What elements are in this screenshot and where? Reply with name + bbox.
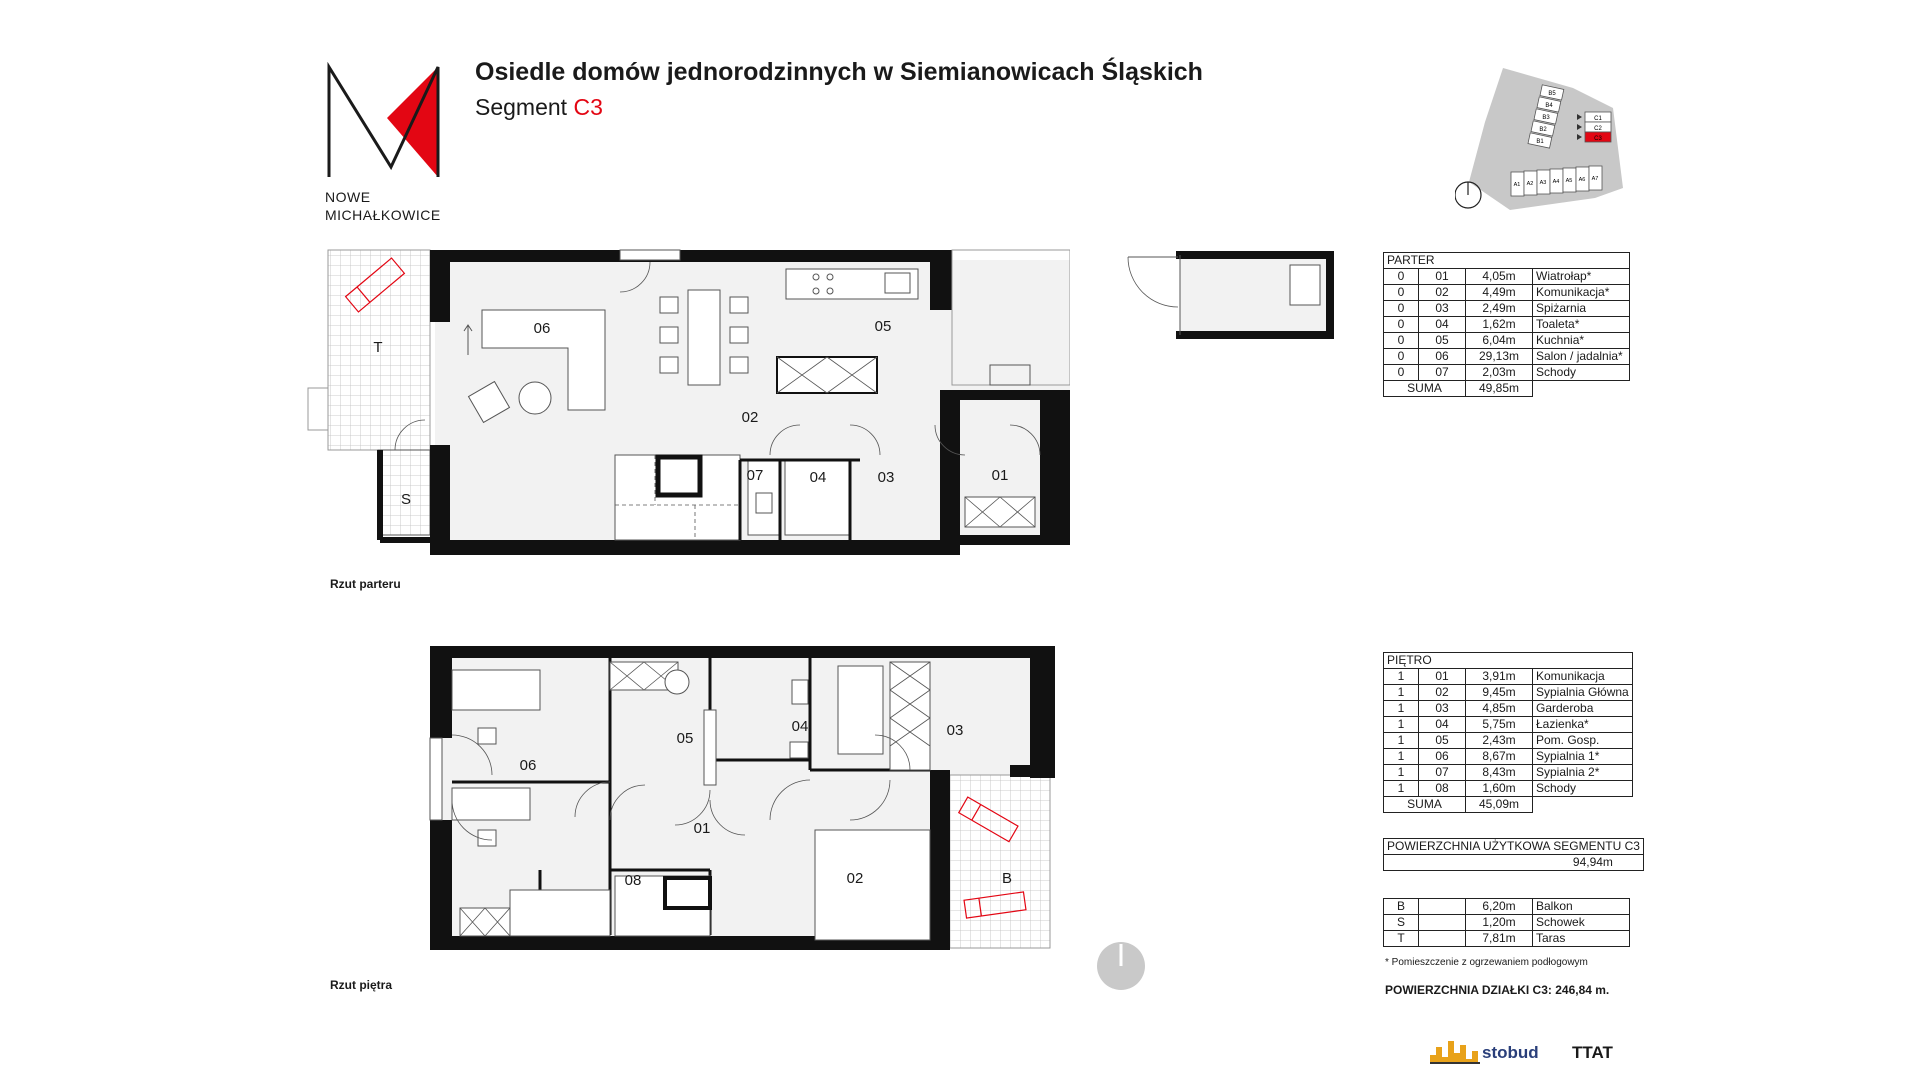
logo-line2: MICHAŁKOWICE [325, 207, 441, 223]
plot-area: POWIERZCHNIA DZIAŁKI C3: 246,84 m. [1385, 983, 1610, 997]
logo-text [325, 188, 441, 224]
stair-void [658, 457, 700, 495]
table-row: T 7,81m Taras [1384, 931, 1630, 947]
balcony-area [945, 775, 1050, 948]
washbasin-icon [792, 680, 808, 704]
table-row: 1 04 5,75m Łazienka* [1384, 717, 1633, 733]
subtitle-prefix: Segment [475, 94, 574, 120]
room-label-s: S [400, 491, 412, 508]
room-label-01: 01 [991, 467, 1009, 484]
sum-row: SUMA 49,85m [1384, 381, 1630, 397]
page-title: Osiedle domów jednorodzinnych w Siemianowicach Śląskich [475, 58, 1203, 86]
upper-room-label-b: B [1001, 870, 1013, 887]
pietro-table [1383, 652, 1633, 813]
site-label-b3: B3 [1542, 115, 1550, 121]
upper-room-label-08: 08 [624, 872, 642, 889]
site-label-c2: C2 [1594, 126, 1602, 132]
extras-table [1383, 898, 1630, 947]
ground-floor-caption: Rzut parteru [330, 577, 401, 591]
table-row: 1 06 8,67m Sypialnia 1* [1384, 749, 1633, 765]
upper-room-label-06: 06 [519, 757, 537, 774]
upper-room-label-02: 02 [846, 870, 864, 887]
room-label-03: 03 [877, 469, 895, 486]
room-label-06: 06 [533, 320, 551, 337]
site-plan [1455, 62, 1630, 222]
terrace-step [308, 388, 328, 430]
table-row: 1 02 9,45m Sypialnia Główna [1384, 685, 1633, 701]
table-row: 0 03 2,49m Spiżarnia [1384, 301, 1630, 317]
pietro-header: PIĘTRO [1384, 653, 1633, 669]
upper-room-label-03: 03 [946, 722, 964, 739]
site-label-a2: A2 [1526, 181, 1534, 187]
site-label-c1: C1 [1594, 116, 1602, 122]
bed-sypialnia-glowna [815, 830, 930, 940]
desk-sypialnia-2 [452, 788, 530, 820]
table-row: 0 02 4,49m Komunikacja* [1384, 285, 1630, 301]
upper-floor-caption: Rzut piętra [330, 978, 393, 992]
table-row: 1 03 4,85m Garderoba [1384, 701, 1633, 717]
table-row: 0 01 4,05m Wiatrołap* [1384, 269, 1630, 285]
upper-floor-plan [420, 640, 1070, 960]
ttat-brand: TTAT [1572, 1043, 1613, 1062]
room-label-05: 05 [874, 318, 892, 335]
kitchen-island [777, 357, 877, 393]
site-label-c3: C3 [1594, 136, 1602, 142]
table-row: 0 04 1,62m Toaleta* [1384, 317, 1630, 333]
site-label-a6: A6 [1578, 177, 1586, 183]
compass-icon [1455, 182, 1481, 208]
dining-table [688, 290, 720, 385]
ground-floor-plan [300, 245, 1070, 565]
site-label-b2: B2 [1539, 127, 1547, 133]
stobud-skyline-icon [1428, 1035, 1482, 1065]
utility-appliance-icon [665, 670, 689, 694]
parter-header: PARTER [1384, 253, 1630, 269]
site-label-a7: A7 [1591, 176, 1599, 182]
table-row: B 6,20m Balkon [1384, 899, 1630, 915]
room-label-07: 07 [746, 467, 764, 484]
site-label-a3: A3 [1539, 180, 1547, 186]
footnote: * Pomieszczenie z ogrzewaniem podłogowym [1385, 957, 1588, 968]
toilet-icon [756, 493, 772, 513]
usable-area-label: POWIERZCHNIA UŻYTKOWA SEGMENTU C3 [1384, 839, 1644, 855]
site-label-a5: A5 [1565, 178, 1573, 184]
sum-row: SUMA 45,09m [1384, 797, 1633, 813]
page-subtitle [475, 94, 603, 121]
coffee-table [519, 382, 551, 414]
room-label-t: T [373, 339, 383, 356]
site-label-a1: A1 [1513, 182, 1521, 188]
entrance-detail [1120, 245, 1340, 345]
north-compass-icon [1095, 940, 1147, 992]
site-label-b1: B1 [1536, 139, 1544, 145]
table-row: 0 06 29,13m Salon / jadalnia* [1384, 349, 1630, 365]
table-row: 1 05 2,43m Pom. Gosp. [1384, 733, 1633, 749]
bath-toilet-icon [790, 742, 808, 758]
usable-area-value: 94,94m [1384, 855, 1644, 871]
upper-room-label-01: 01 [693, 820, 711, 837]
logo-line1: NOWE [325, 189, 371, 205]
site-label-b4: B4 [1545, 103, 1553, 109]
table-row: 1 07 8,43m Sypialnia 2* [1384, 765, 1633, 781]
usable-area-table [1383, 838, 1644, 871]
site-label-a4: A4 [1552, 179, 1560, 185]
bed-sypialnia-2 [510, 890, 610, 936]
wardrobe [965, 497, 1035, 527]
upper-room-label-05: 05 [676, 730, 694, 747]
parter-table [1383, 252, 1630, 397]
site-label-b5: B5 [1548, 91, 1556, 97]
upper-stair-void [665, 878, 710, 908]
subtitle-segment: C3 [573, 94, 603, 120]
table-row: 0 07 2,03m Schody [1384, 365, 1630, 381]
upper-room-label-04: 04 [791, 718, 809, 735]
room-label-04: 04 [809, 469, 827, 486]
table-row: S 1,20m Schowek [1384, 915, 1630, 931]
shower-icon [838, 666, 883, 754]
room-label-02: 02 [741, 409, 759, 426]
table-row: 1 01 3,91m Komunikacja [1384, 669, 1633, 685]
nowe-michalkowice-logo [325, 62, 445, 182]
table-row: 1 08 1,60m Schody [1384, 781, 1633, 797]
stobud-brand: stobud [1482, 1043, 1539, 1062]
bed-sypialnia-1 [452, 670, 540, 710]
table-row: 0 05 6,04m Kuchnia* [1384, 333, 1630, 349]
